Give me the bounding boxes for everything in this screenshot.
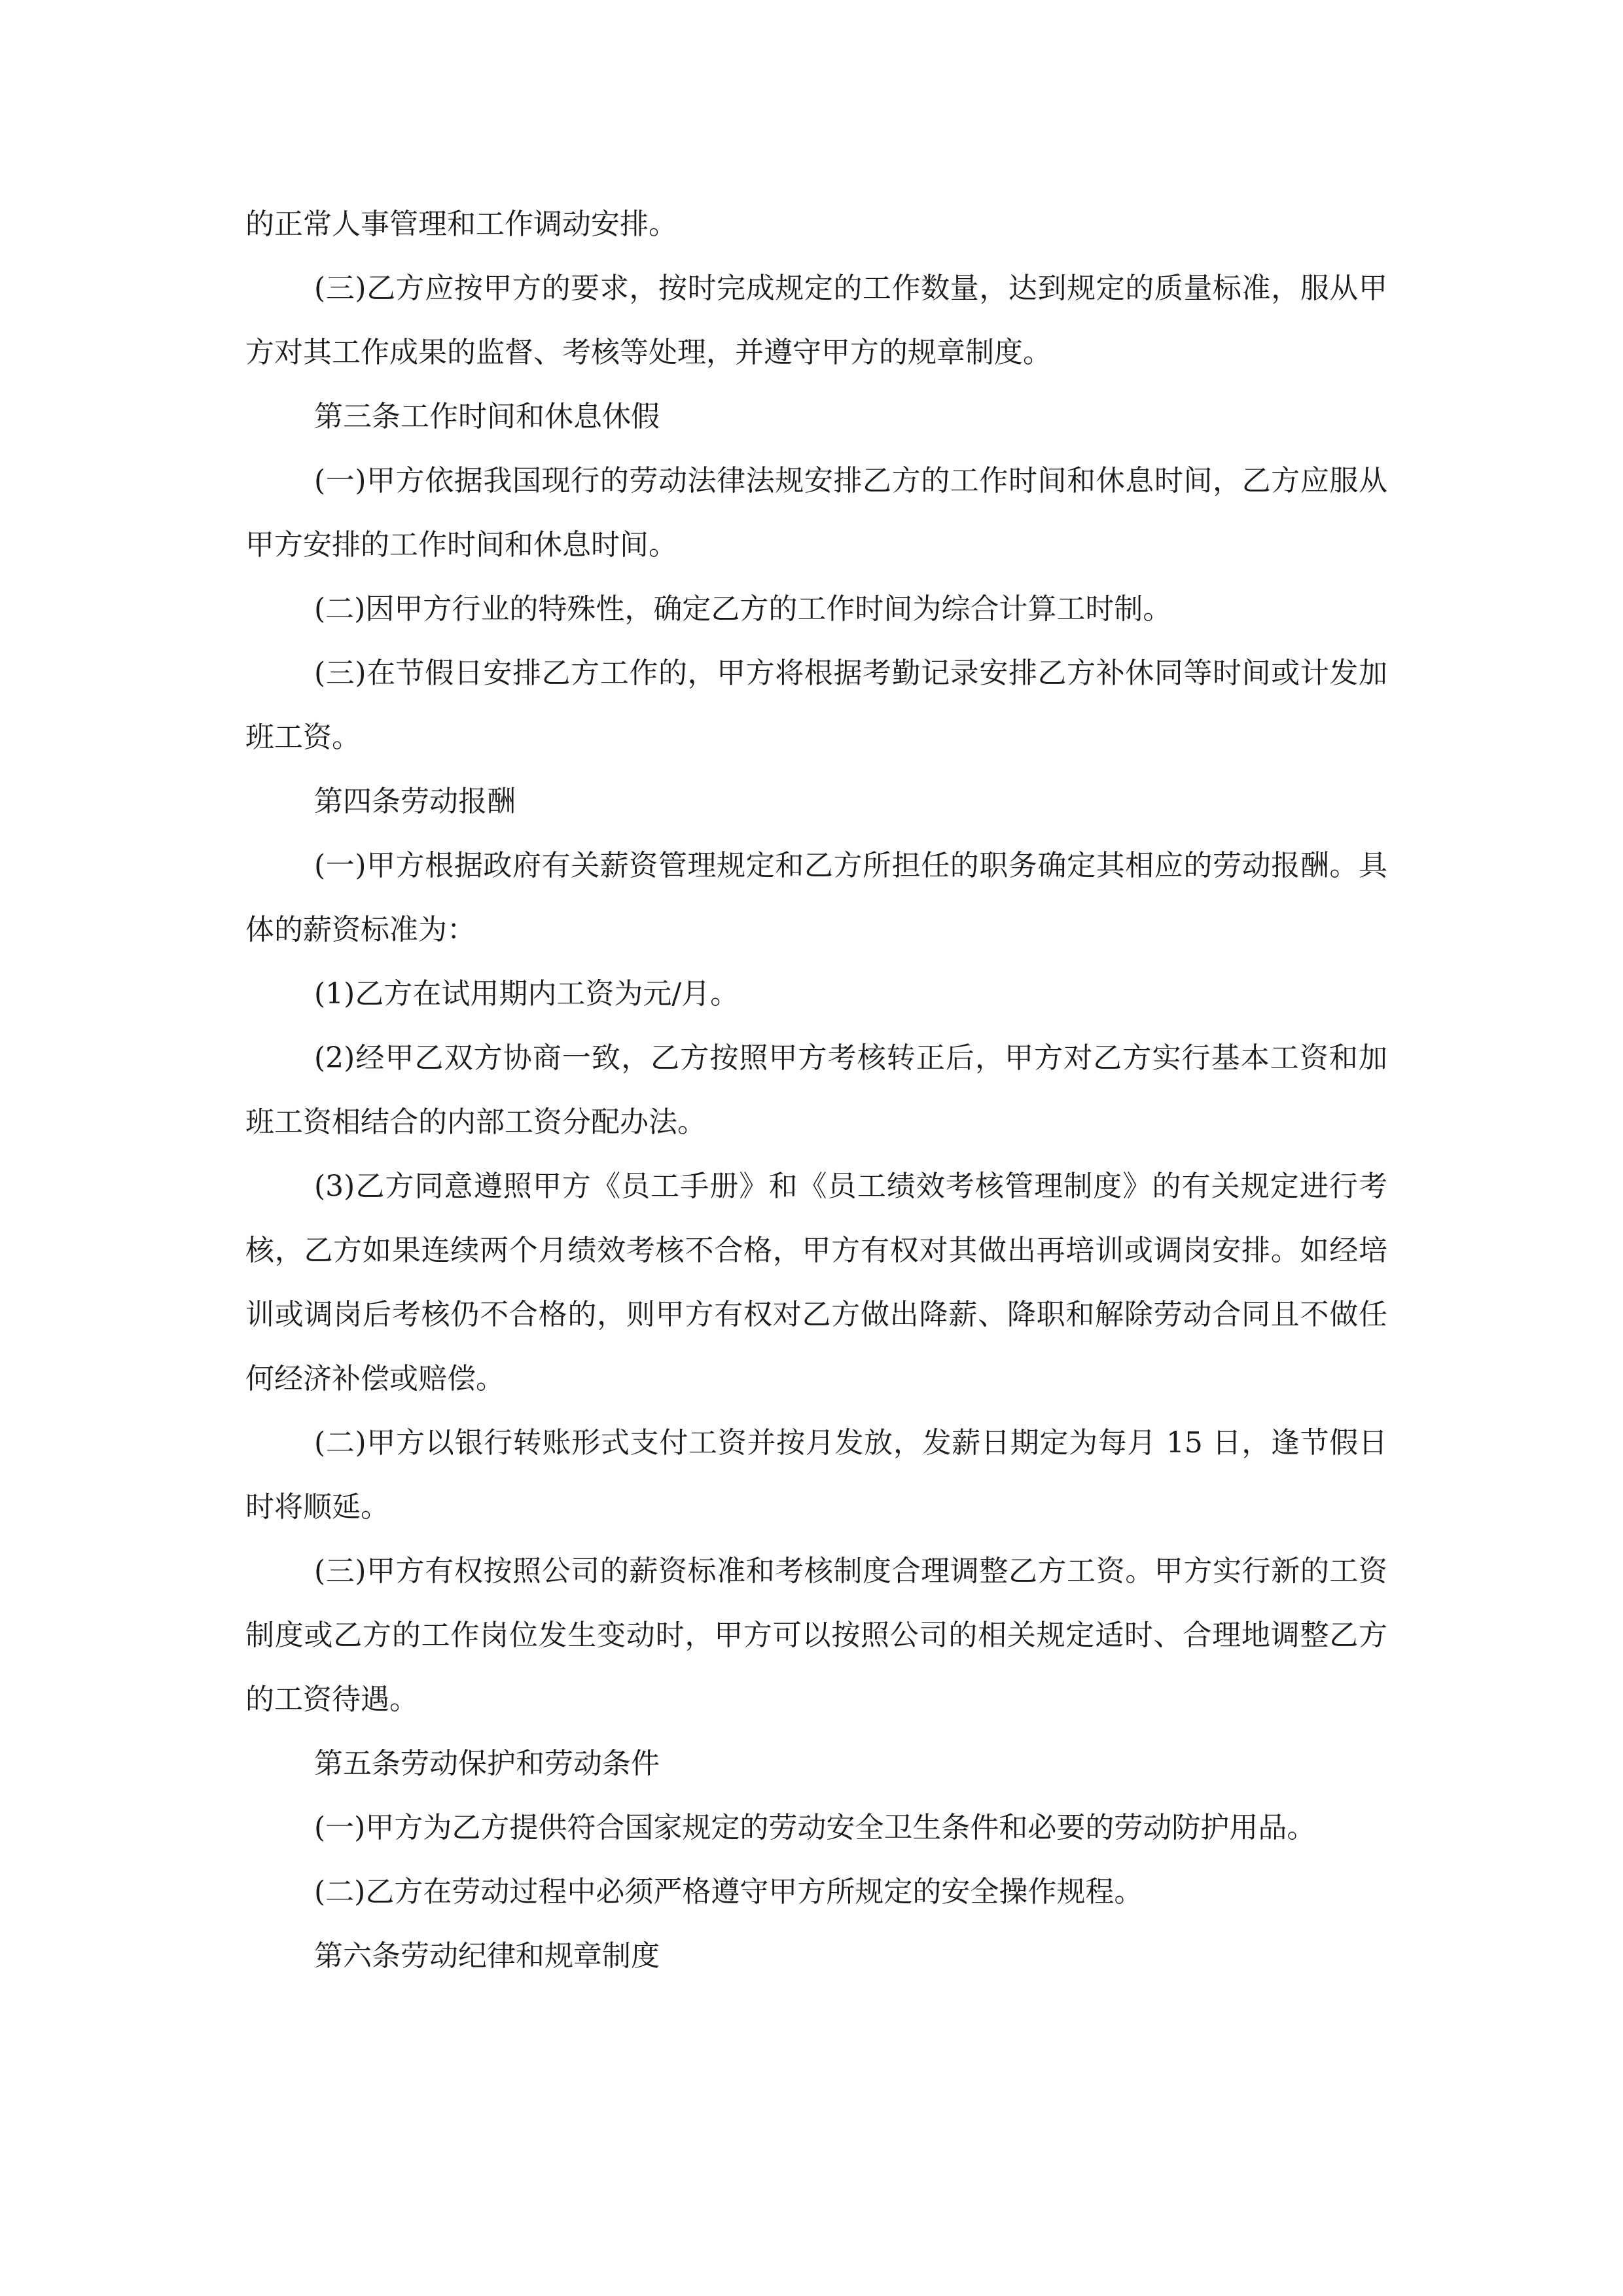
paragraph-item-4-1-1: (1)乙方在试用期内工资为元/月。 xyxy=(314,977,740,1011)
document-body xyxy=(245,192,1387,1988)
paragraph-clause-3-2: (二)因甲方行业的特殊性，确定乙方的工作时间为综合计算工时制。 xyxy=(314,592,1172,626)
paragraph-clause-4-2: (二)甲方以银行转账形式支付工资并按月发放，发薪日期定为每月 15 日，逢节假日时将顺延。 xyxy=(245,1426,1387,1524)
paragraph-clause-5-1: (一)甲方为乙方提供符合国家规定的劳动安全卫生条件和必要的劳动防护用品。 xyxy=(314,1811,1316,1844)
paragraph-clause-4-3: (三)甲方有权按照公司的薪资标准和考核制度合理调整乙方工资。甲方实行新的工资制度或乙方的工作岗位发生变动时，甲方可以按照公司的相关规定适时、合理地调整乙方的工资待遇。 xyxy=(245,1554,1387,1716)
article-heading-4: 第四条劳动报酬 xyxy=(314,785,516,818)
paragraph-clause-5-2: (二)乙方在劳动过程中必须严格遵守甲方所规定的安全操作规程。 xyxy=(314,1875,1143,1909)
paragraph-item-4-1-3: (3)乙方同意遵照甲方《员工手册》和《员工绩效考核管理制度》的有关规定进行考核，乙方如果连续两个月绩效考核不合格，甲方有权对其做出再培训或调岗安排。如经培训或调岗后考核仍不合格的，则甲方有权对乙方做出降薪、降职和解除劳动合同且不做任何经济补偿或赔偿。 xyxy=(245,1170,1387,1395)
paragraph-item-4-1-2: (2)经甲乙双方协商一致，乙方按照甲方考核转正后，甲方对乙方实行基本工资和加班工资相结合的内部工资分配办法。 xyxy=(245,1041,1387,1139)
article-heading-6: 第六条劳动纪律和规章制度 xyxy=(314,1939,660,1973)
paragraph-clause-4-1: (一)甲方根据政府有关薪资管理规定和乙方所担任的职务确定其相应的劳动报酬。具体的薪资标准为： xyxy=(245,849,1387,946)
paragraph-clause-3-3: (三)在节假日安排乙方工作的，甲方将根据考勤记录安排乙方补休同等时间或计发加班工资。 xyxy=(245,656,1387,754)
paragraph-clause-2-3: (三)乙方应按甲方的要求，按时完成规定的工作数量，达到规定的质量标准，服从甲方对其工作成果的监督、考核等处理，并遵守甲方的规章制度。 xyxy=(245,272,1387,369)
paragraph-clause-3-1: (一)甲方依据我国现行的劳动法律法规安排乙方的工作时间和休息时间，乙方应服从甲方安排的工作时间和休息时间。 xyxy=(245,464,1387,562)
paragraph-continuation: 的正常人事管理和工作调动安排。 xyxy=(245,207,677,241)
article-heading-5: 第五条劳动保护和劳动条件 xyxy=(314,1747,660,1780)
article-heading-3: 第三条工作时间和休息休假 xyxy=(314,400,660,433)
